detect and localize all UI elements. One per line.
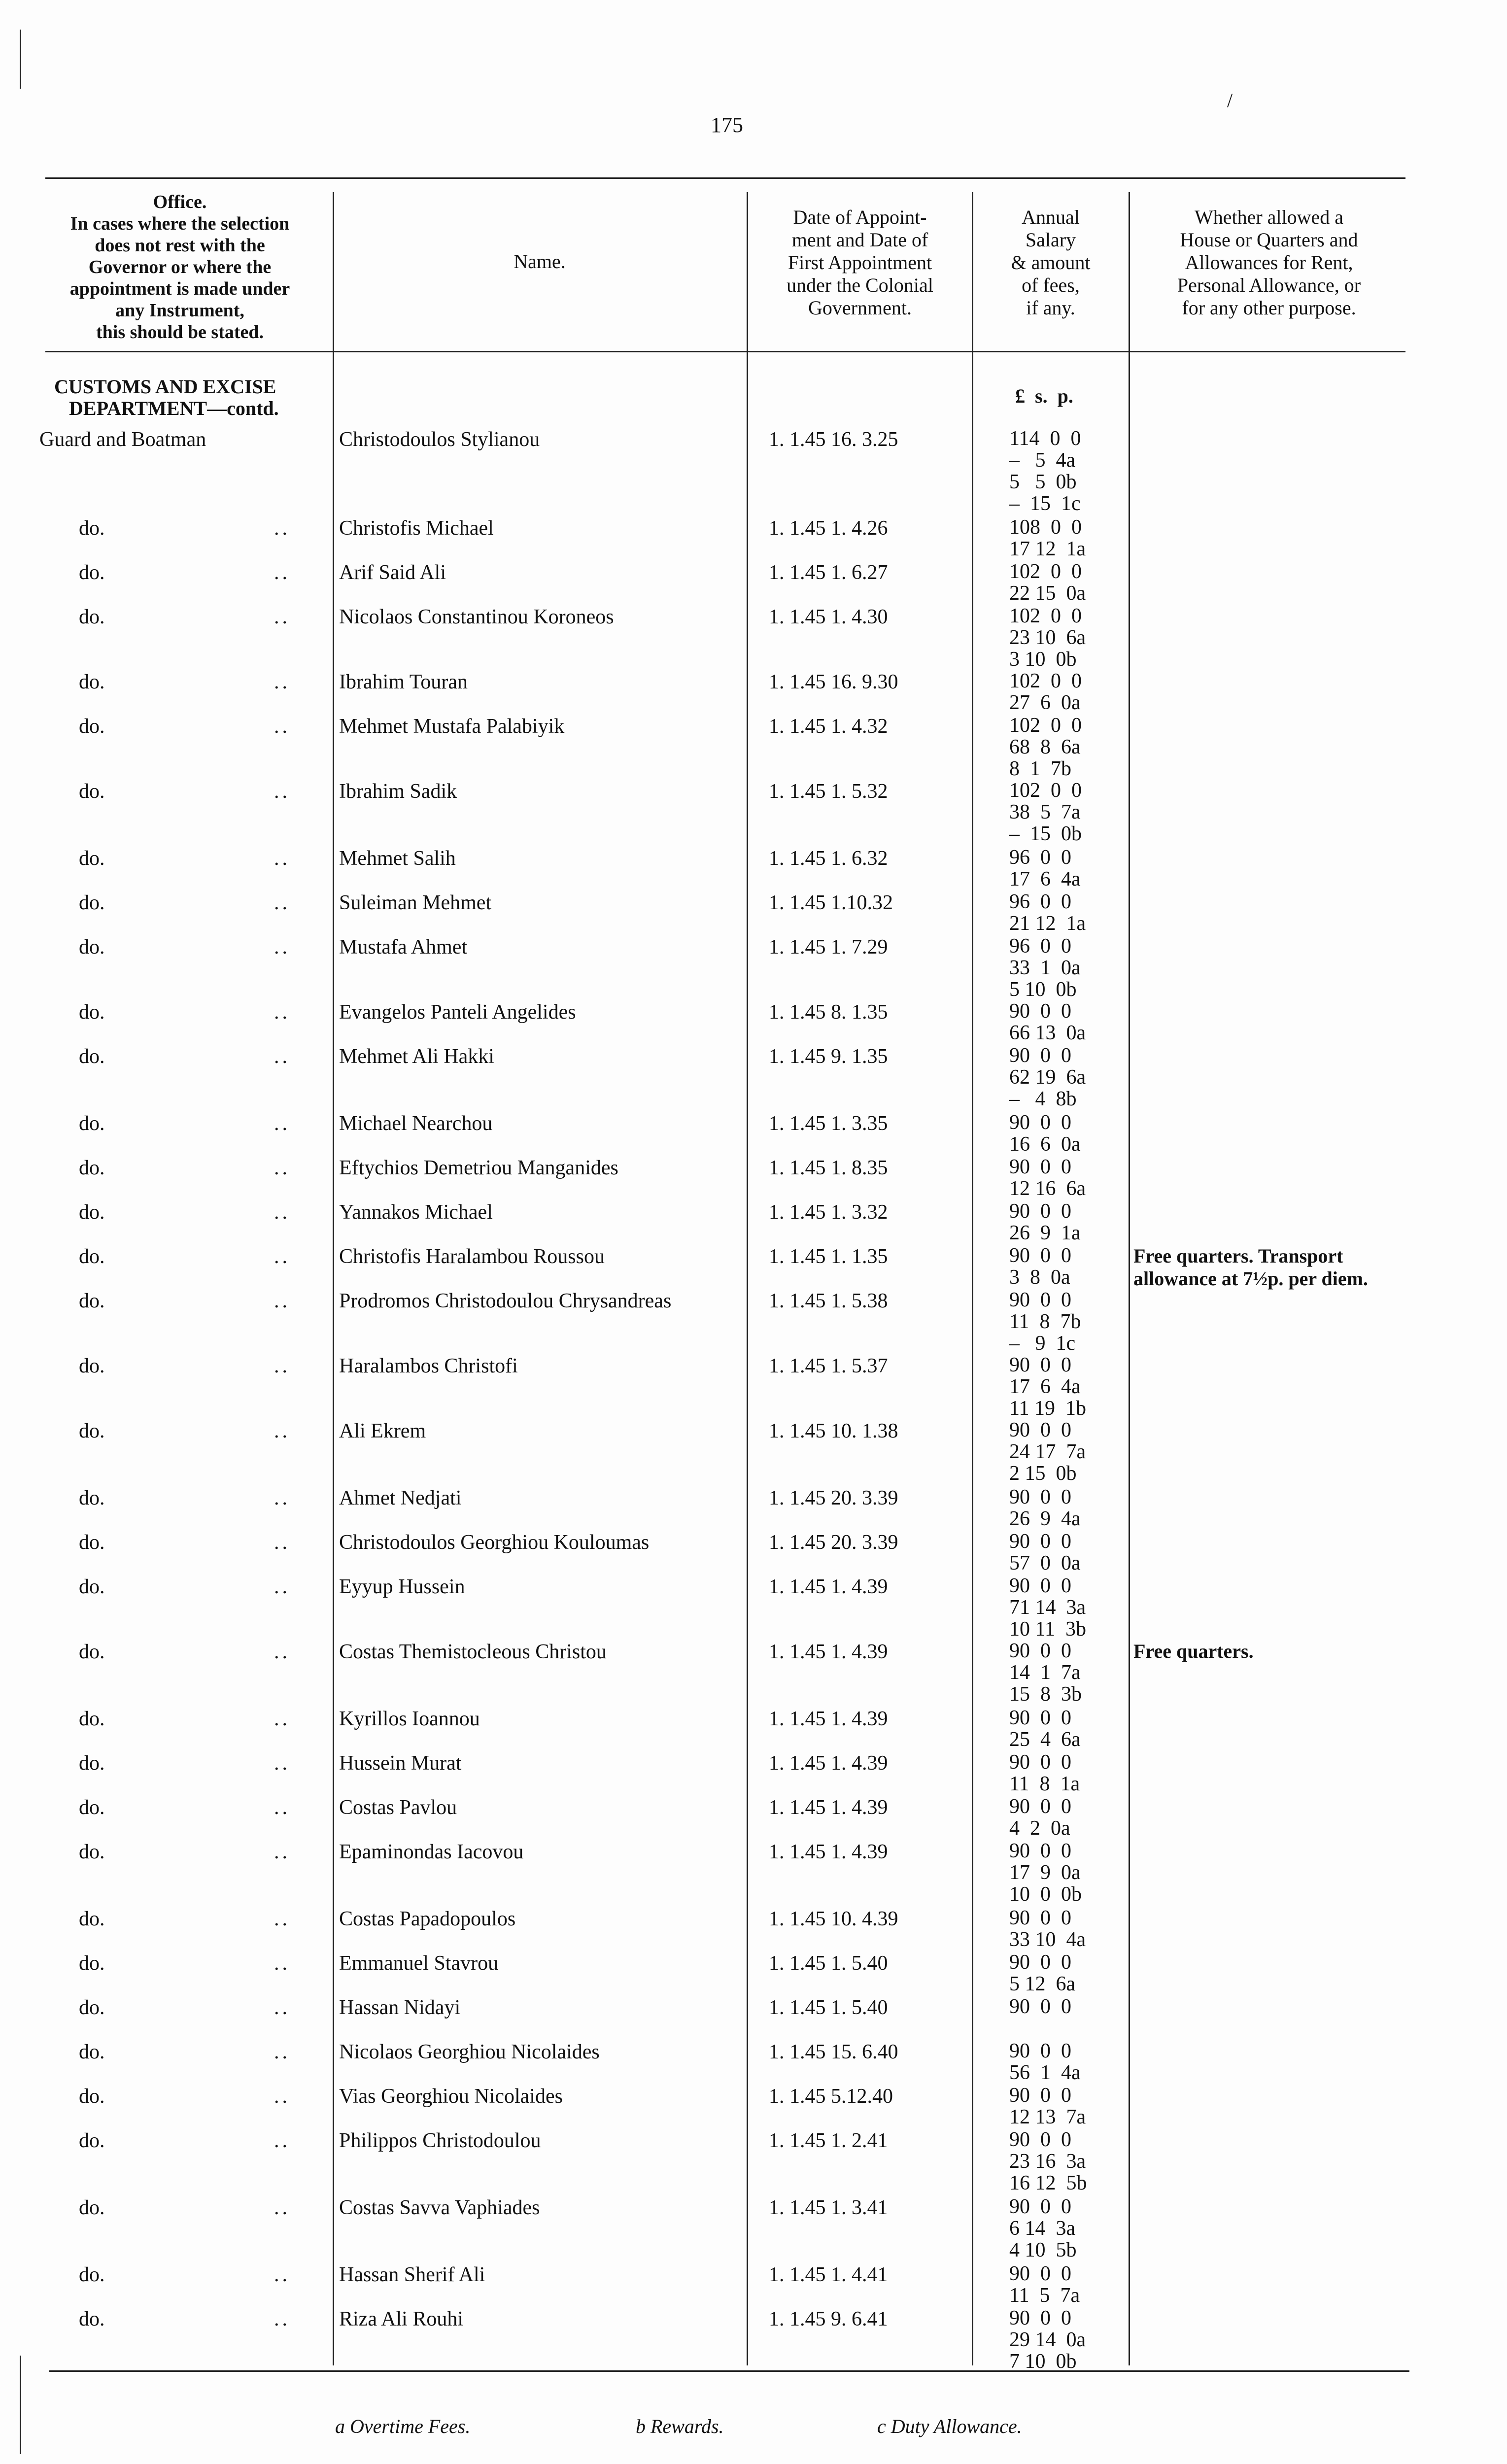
row-office: do. (79, 1708, 105, 1730)
salary-line: 90 0 0 (1009, 1795, 1071, 1818)
leader-dots: .. (274, 1796, 290, 1819)
salary-line: 5 12 6a (1009, 1973, 1076, 1995)
salary-line: 108 0 0 (1009, 516, 1082, 539)
salary-line: 27 6 0a (1009, 691, 1081, 714)
salary-line: 5 5 0b (1009, 471, 1077, 493)
row-name: Haralambos Christofi (339, 1355, 518, 1377)
salary-line: 11 5 7a (1009, 2284, 1080, 2307)
row-date: 1. 1.45 20. 3.39 (769, 1531, 898, 1554)
row-office: do. (79, 2308, 105, 2330)
row-date: 1. 1.45 1. 6.32 (769, 847, 888, 870)
leader-dots: .. (274, 1908, 290, 1930)
row-office: do. (79, 1575, 105, 1598)
salary-line: 102 0 0 (1009, 605, 1082, 627)
header-date: Date of Appoint- ment and Date of First Appointment under the Colonial Government. (787, 206, 933, 319)
row-name: Ahmet Nedjati (339, 1487, 462, 1509)
currency-header: £ s. p. (1015, 385, 1073, 407)
footnote-a: a Overtime Fees. (335, 2415, 471, 2437)
salary-line: 29 14 0a (1009, 2328, 1086, 2351)
salary-line: 90 0 0 (1009, 1840, 1071, 1862)
salary-line: 11 8 7b (1009, 1310, 1081, 1333)
column-rule-4 (1129, 192, 1130, 2365)
leader-dots: .. (274, 715, 290, 738)
row-name: Riza Ali Rouhi (339, 2308, 463, 2330)
salary-line: 90 0 0 (1009, 1111, 1071, 1134)
leader-dots: .. (274, 1952, 290, 1975)
salary-line: 90 0 0 (1009, 1951, 1071, 1974)
row-date: 1. 1.45 1. 5.40 (769, 1996, 888, 2019)
leader-dots: .. (274, 1001, 290, 1024)
salary-line: – 15 0b (1009, 822, 1082, 845)
salary-line: 90 0 0 (1009, 1574, 1071, 1597)
row-office: do. (79, 1487, 105, 1509)
salary-line: – 5 4a (1009, 449, 1076, 472)
salary-line: 12 16 6a (1009, 1177, 1086, 1200)
row-date: 1. 1.45 16. 9.30 (769, 671, 898, 693)
footnote-b: b Rewards. (636, 2415, 724, 2437)
row-name: Nicolaos Georghiou Nicolaides (339, 2041, 600, 2063)
salary-line: 17 6 4a (1009, 1375, 1081, 1398)
salary-line: 57 0 0a (1009, 1552, 1081, 1574)
row-name: Christodoulos Stylianou (339, 428, 540, 451)
row-date: 1. 1.45 15. 6.40 (769, 2041, 898, 2063)
row-office: do. (79, 1641, 105, 1663)
salary-line: 90 0 0 (1009, 1995, 1071, 2018)
row-date: 1. 1.45 20. 3.39 (769, 1487, 898, 1509)
leader-dots: .. (274, 1841, 290, 1863)
row-office: do. (79, 1908, 105, 1930)
header-salary: Annual Salary & amount of fees, if any. (1011, 206, 1091, 319)
salary-line: 90 0 0 (1009, 2307, 1071, 2329)
salary-line: 71 14 3a (1009, 1596, 1086, 1619)
row-name: Hassan Nidayi (339, 1996, 461, 2019)
salary-line: 3 8 0a (1009, 1266, 1070, 1289)
salary-line: 96 0 0 (1009, 935, 1071, 958)
row-date: 1. 1.45 1. 4.32 (769, 715, 888, 738)
leader-dots: .. (274, 1420, 290, 1442)
salary-line: 11 8 1a (1009, 1773, 1080, 1795)
row-date: 1. 1.45 16. 3.25 (769, 428, 898, 451)
column-rule-2 (747, 192, 748, 2365)
leader-dots: .. (274, 2085, 290, 2108)
row-salary (1009, 1419, 1086, 1484)
row-office: do. (79, 1531, 105, 1554)
header-bottom-rule (45, 351, 1405, 352)
row-office: do. (79, 1157, 105, 1179)
row-date: 1. 1.45 1. 4.39 (769, 1841, 888, 1863)
row-name: Costas Themistocleous Christou (339, 1641, 607, 1663)
salary-line: 90 0 0 (1009, 2262, 1071, 2285)
row-salary (1009, 1200, 1081, 1244)
salary-line: 90 0 0 (1009, 2195, 1071, 2218)
row-salary (1009, 428, 1081, 514)
salary-line: 10 11 3b (1009, 1618, 1086, 1641)
leader-dots: .. (274, 1045, 290, 1068)
row-name: Costas Pavlou (339, 1796, 457, 1819)
row-office: do. (79, 671, 105, 693)
salary-line: 6 14 3a (1009, 2217, 1076, 2240)
row-office: do. (79, 1112, 105, 1135)
leader-dots: .. (274, 1641, 290, 1663)
salary-line: – 15 1c (1009, 492, 1081, 515)
salary-line: 15 8 3b (1009, 1683, 1082, 1706)
salary-line: 90 0 0 (1009, 2128, 1071, 2151)
row-office: do. (79, 561, 105, 584)
row-date: 1. 1.45 1. 3.35 (769, 1112, 888, 1135)
salary-line: 21 12 1a (1009, 912, 1086, 935)
row-office: do. (79, 2041, 105, 2063)
row-name: Eftychios Demetriou Manganides (339, 1157, 618, 1179)
row-salary (1009, 1751, 1080, 1795)
row-office: Guard and Boatman (39, 428, 206, 451)
leader-dots: .. (274, 1157, 290, 1179)
row-salary (1009, 2307, 1086, 2372)
salary-line: 14 1 7a (1009, 1661, 1081, 1684)
page-number: 175 (711, 113, 743, 137)
leader-dots: .. (274, 1201, 290, 1224)
margin-rule (20, 30, 21, 89)
row-name: Christodoulos Georghiou Kouloumas (339, 1531, 650, 1554)
row-name: Costas Savva Vaphiades (339, 2196, 540, 2219)
row-name: Suleiman Mehmet (339, 891, 492, 914)
salary-line: 102 0 0 (1009, 779, 1082, 802)
row-office: do. (79, 1001, 105, 1024)
column-rule-3 (972, 192, 973, 2365)
margin-rule-bottom (20, 2356, 21, 2454)
row-office: do. (79, 1420, 105, 1442)
leader-dots: .. (274, 606, 290, 628)
salary-line: 25 4 6a (1009, 1728, 1081, 1751)
leader-dots: .. (274, 936, 290, 958)
row-name: Michael Nearchou (339, 1112, 493, 1135)
row-date: 1. 1.45 1. 4.30 (769, 606, 888, 628)
row-date: 1. 1.45 1. 7.29 (769, 936, 888, 958)
row-date: 1. 1.45 1. 4.39 (769, 1752, 888, 1775)
row-office: do. (79, 2263, 105, 2286)
row-date: 1. 1.45 10. 4.39 (769, 1908, 898, 1930)
salary-line: 90 0 0 (1009, 1751, 1071, 1774)
row-office: do. (79, 936, 105, 958)
row-salary (1009, 605, 1086, 670)
row-office: do. (79, 780, 105, 803)
salary-line: 26 9 4a (1009, 1507, 1081, 1530)
salary-line: – 9 1c (1009, 1332, 1076, 1355)
row-name: Christofis Michael (339, 517, 494, 540)
salary-line: 26 9 1a (1009, 1222, 1081, 1244)
row-name: Arif Said Ali (339, 561, 446, 584)
row-date: 1. 1.45 1. 2.41 (769, 2129, 888, 2152)
ink-mark: / (1227, 89, 1233, 111)
row-salary (1009, 2085, 1086, 2128)
row-date: 1. 1.45 10. 1.38 (769, 1420, 898, 1442)
salary-line: 90 0 0 (1009, 1907, 1071, 1929)
leader-dots: .. (274, 1708, 290, 1730)
row-office: do. (79, 517, 105, 540)
row-salary (1009, 1707, 1081, 1750)
row-name: Mehmet Ali Hakki (339, 1045, 494, 1068)
leader-dots: .. (274, 1112, 290, 1135)
row-name: Eyyup Hussein (339, 1575, 465, 1598)
leader-dots: .. (274, 1752, 290, 1775)
row-salary (1009, 1575, 1086, 1640)
section-heading: CUSTOMS AND EXCISE DEPARTMENT—contd. (54, 376, 279, 419)
row-date: 1. 1.45 1. 3.41 (769, 2196, 888, 2219)
salary-line: 16 6 0a (1009, 1133, 1081, 1156)
row-name: Christofis Haralambou Roussou (339, 1245, 605, 1268)
row-name: Mustafa Ahmet (339, 936, 468, 958)
row-office: do. (79, 891, 105, 914)
row-date: 1. 1.45 1. 5.32 (769, 780, 888, 803)
salary-line: 90 0 0 (1009, 1419, 1071, 1441)
row-date: 1. 1.45 1.10.32 (769, 891, 893, 914)
leader-dots: .. (274, 2308, 290, 2330)
row-name: Philippos Christodoulou (339, 2129, 541, 2152)
salary-line: 96 0 0 (1009, 890, 1071, 913)
row-office: do. (79, 2196, 105, 2219)
row-date: 1. 1.45 1. 4.39 (769, 1641, 888, 1663)
salary-line: 90 0 0 (1009, 1289, 1071, 1311)
salary-line: 4 10 5b (1009, 2239, 1077, 2261)
row-salary (1009, 561, 1086, 604)
row-office: do. (79, 2129, 105, 2152)
row-date: 1. 1.45 5.12.40 (769, 2085, 893, 2108)
leader-dots: .. (274, 671, 290, 693)
salary-line: 4 2 0a (1009, 1817, 1070, 1840)
salary-line: 90 0 0 (1009, 2084, 1071, 2107)
salary-line: 114 0 0 (1009, 427, 1081, 450)
row-salary (1009, 2040, 1081, 2084)
row-office: do. (79, 1841, 105, 1863)
row-office: do. (79, 1796, 105, 1819)
leader-dots: .. (274, 561, 290, 584)
salary-line: 7 10 0b (1009, 2350, 1077, 2373)
leader-dots: .. (274, 1487, 290, 1509)
row-name: Hussein Murat (339, 1752, 462, 1775)
row-date: 1. 1.45 1. 5.38 (769, 1290, 888, 1312)
salary-line: 66 13 0a (1009, 1022, 1086, 1044)
salary-line: 33 10 4a (1009, 1928, 1086, 1951)
leader-dots: .. (274, 891, 290, 914)
salary-line: 90 0 0 (1009, 1200, 1071, 1223)
row-office: do. (79, 1355, 105, 1377)
row-salary (1009, 780, 1082, 845)
row-name: Emmanuel Stavrou (339, 1952, 499, 1975)
row-salary (1009, 935, 1081, 1000)
row-office: do. (79, 1245, 105, 1268)
table-top-rule (45, 177, 1405, 179)
salary-line: 2 15 0b (1009, 1462, 1077, 1485)
leader-dots: .. (274, 1575, 290, 1598)
row-name: Evangelos Panteli Angelides (339, 1001, 576, 1024)
salary-line: 90 0 0 (1009, 1486, 1071, 1508)
row-name: Ibrahim Sadik (339, 780, 457, 803)
salary-line: 90 0 0 (1009, 1640, 1071, 1662)
row-salary (1009, 1000, 1086, 1044)
row-salary (1009, 1796, 1071, 1839)
row-name: Hassan Sherif Ali (339, 2263, 485, 2286)
row-office: do. (79, 1952, 105, 1975)
row-date: 1. 1.45 1. 4.39 (769, 1796, 888, 1819)
row-salary (1009, 891, 1086, 934)
row-office: do. (79, 847, 105, 870)
row-office: do. (79, 1290, 105, 1312)
row-salary (1009, 1354, 1086, 1419)
salary-line: 90 0 0 (1009, 1244, 1071, 1267)
salary-line: 17 12 1a (1009, 538, 1086, 560)
salary-line: 24 17 7a (1009, 1440, 1086, 1463)
row-date: 1. 1.45 1. 8.35 (769, 1157, 888, 1179)
row-salary (1009, 1840, 1082, 1905)
footnote-c: c Duty Allowance. (877, 2415, 1022, 2437)
row-date: 1. 1.45 1. 4.26 (769, 517, 888, 540)
row-date: 1. 1.45 1. 5.37 (769, 1355, 888, 1377)
row-salary (1009, 1531, 1081, 1574)
leader-dots: .. (274, 2196, 290, 2219)
row-name: Yannakos Michael (339, 1201, 493, 1224)
salary-line: 16 12 5b (1009, 2172, 1087, 2194)
salary-line: 90 0 0 (1009, 1707, 1071, 1729)
header-office: Office. In cases where the selection does not rest with the Governor or where the appointment is made under any Instrument, this should be stated. (69, 192, 290, 342)
leader-dots: .. (274, 517, 290, 540)
leader-dots: .. (274, 1290, 290, 1312)
row-salary (1009, 1996, 1071, 2018)
row-date: 1. 1.45 1. 1.35 (769, 1245, 888, 1268)
row-salary (1009, 1156, 1086, 1199)
row-salary (1009, 670, 1082, 714)
row-date: 1. 1.45 9. 1.35 (769, 1045, 888, 1068)
salary-line: 17 6 4a (1009, 868, 1081, 890)
row-office: do. (79, 1201, 105, 1224)
salary-line: 10 0 0b (1009, 1883, 1082, 1906)
row-salary (1009, 847, 1081, 890)
salary-line: 12 13 7a (1009, 2106, 1086, 2128)
header-allowance: Whether allowed a House or Quarters and Allowances for Rent, Personal Allowance, or for any other purpose. (1177, 206, 1361, 319)
salary-line: 90 0 0 (1009, 2040, 1071, 2062)
salary-line: 11 19 1b (1009, 1397, 1086, 1420)
salary-line: 56 1 4a (1009, 2061, 1081, 2084)
row-name: Ali Ekrem (339, 1420, 426, 1442)
column-rule-1 (333, 192, 334, 2365)
row-name: Nicolaos Constantinou Koroneos (339, 606, 614, 628)
row-allowance-note: Free quarters. (1133, 1640, 1254, 1662)
salary-line: 22 15 0a (1009, 582, 1086, 605)
row-name: Vias Georghiou Nicolaides (339, 2085, 563, 2108)
leader-dots: .. (274, 2041, 290, 2063)
row-salary (1009, 1289, 1081, 1354)
row-office: do. (79, 1752, 105, 1775)
leader-dots: .. (274, 847, 290, 870)
row-name: Mehmet Mustafa Palabiyik (339, 715, 565, 738)
salary-line: 23 10 6a (1009, 626, 1086, 649)
row-salary (1009, 2129, 1087, 2194)
leader-dots: .. (274, 1996, 290, 2019)
salary-line: 23 16 3a (1009, 2150, 1086, 2173)
leader-dots: .. (274, 1355, 290, 1377)
row-salary (1009, 1640, 1082, 1705)
salary-line: 17 9 0a (1009, 1861, 1081, 1884)
leader-dots: .. (274, 780, 290, 803)
salary-line: 68 8 6a (1009, 736, 1081, 758)
row-date: 1. 1.45 1. 5.40 (769, 1952, 888, 1975)
row-office: do. (79, 1045, 105, 1068)
leader-dots: .. (274, 1245, 290, 1268)
row-salary (1009, 1951, 1075, 1995)
salary-line: 33 1 0a (1009, 957, 1081, 979)
row-salary (1009, 1112, 1081, 1155)
salary-line: 38 5 7a (1009, 801, 1081, 823)
row-name: Epaminondas Iacovou (339, 1841, 524, 1863)
salary-line: 8 1 7b (1009, 757, 1071, 780)
row-salary (1009, 2263, 1080, 2306)
row-name: Ibrahim Touran (339, 671, 468, 693)
row-name: Kyrillos Ioannou (339, 1708, 480, 1730)
salary-line: 90 0 0 (1009, 1530, 1071, 1553)
table-bottom-rule (49, 2370, 1409, 2372)
row-office: do. (79, 1996, 105, 2019)
header-name: Name. (514, 250, 566, 273)
salary-line: 102 0 0 (1009, 670, 1082, 692)
row-office: do. (79, 2085, 105, 2108)
row-date: 1. 1.45 9. 6.41 (769, 2308, 888, 2330)
salary-line: 5 10 0b (1009, 978, 1077, 1001)
salary-line: 90 0 0 (1009, 1000, 1071, 1023)
row-date: 1. 1.45 1. 6.27 (769, 561, 888, 584)
row-office: do. (79, 715, 105, 738)
leader-dots: .. (274, 1531, 290, 1554)
row-salary (1009, 2196, 1077, 2261)
row-name: Mehmet Salih (339, 847, 456, 870)
salary-line: 96 0 0 (1009, 846, 1071, 869)
salary-line: 3 10 0b (1009, 648, 1077, 671)
leader-dots: .. (274, 2129, 290, 2152)
salary-line: 90 0 0 (1009, 1156, 1071, 1178)
row-allowance-note: Free quarters. Transport allowance at 7½p. per diem. (1133, 1245, 1368, 1290)
salary-line: 102 0 0 (1009, 560, 1082, 583)
row-date: 1. 1.45 8. 1.35 (769, 1001, 888, 1024)
row-date: 1. 1.45 1. 4.39 (769, 1708, 888, 1730)
row-salary (1009, 715, 1082, 780)
salary-line: 90 0 0 (1009, 1354, 1071, 1376)
salary-line: 90 0 0 (1009, 1044, 1071, 1067)
row-salary (1009, 1245, 1071, 1288)
salary-line: 102 0 0 (1009, 714, 1082, 737)
row-date: 1. 1.45 1. 4.39 (769, 1575, 888, 1598)
row-date: 1. 1.45 1. 4.41 (769, 2263, 888, 2286)
row-salary (1009, 1907, 1086, 1951)
row-salary (1009, 1486, 1081, 1530)
row-office: do. (79, 606, 105, 628)
row-salary (1009, 1045, 1086, 1110)
row-name: Costas Papadopoulos (339, 1908, 516, 1930)
salary-line: – 4 8b (1009, 1088, 1077, 1110)
leader-dots: .. (274, 2263, 290, 2286)
row-date: 1. 1.45 1. 3.32 (769, 1201, 888, 1224)
row-salary (1009, 516, 1086, 560)
row-name: Prodromos Christodoulou Chrysandreas (339, 1290, 672, 1312)
salary-line: 62 19 6a (1009, 1066, 1086, 1089)
